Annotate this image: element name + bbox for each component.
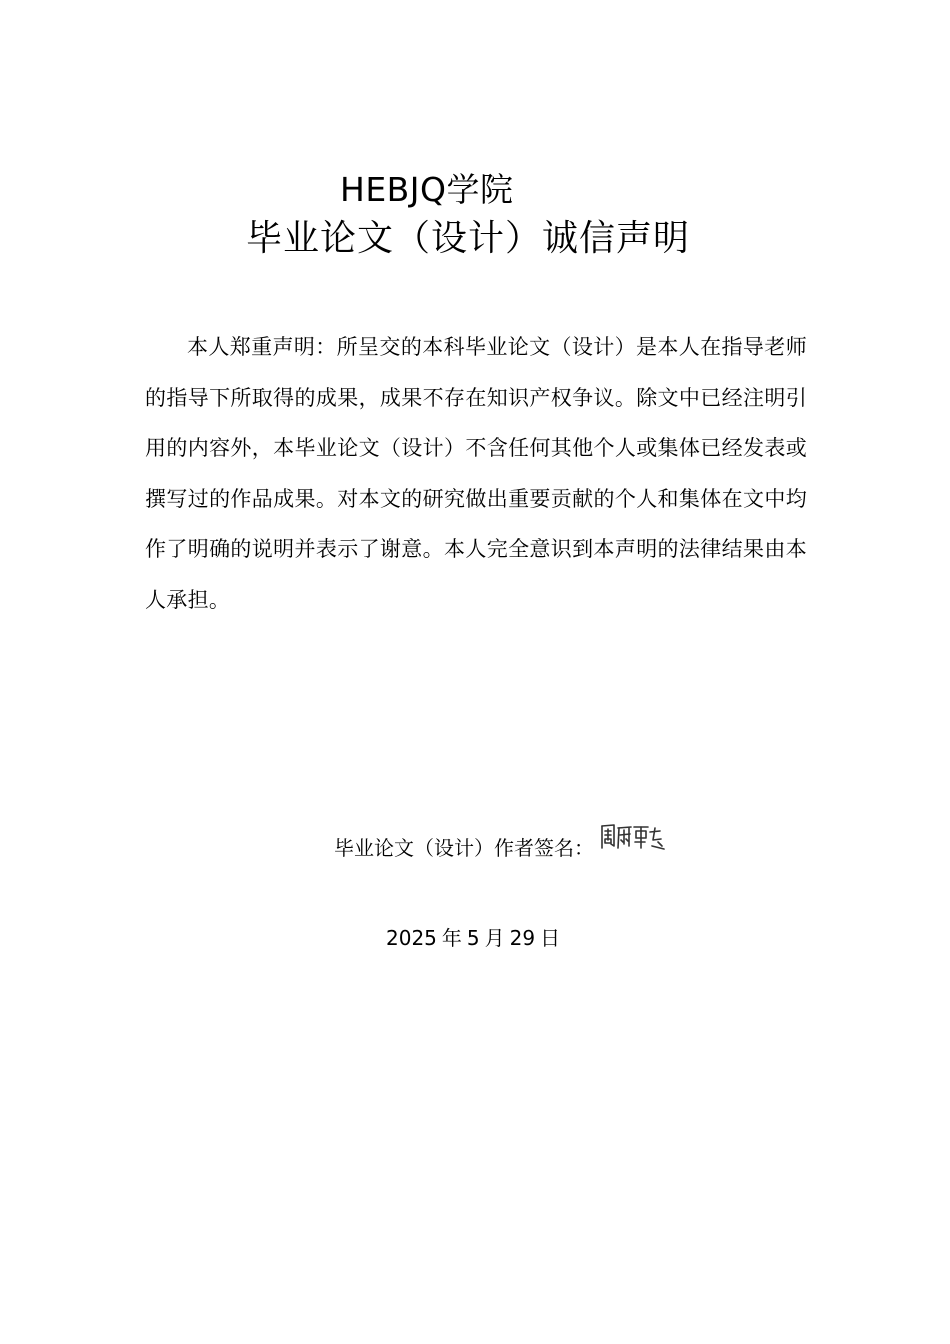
declaration-title: 毕业论文（设计）诚信声明 (246, 218, 691, 259)
handwritten-signature (598, 818, 668, 862)
declaration-date (386, 924, 565, 952)
date-year: 2025 (386, 926, 437, 950)
signature-row (334, 826, 668, 870)
date-month-unit: 月 (484, 926, 505, 950)
signature-label: 毕业论文（设计）作者签名： (334, 836, 594, 860)
date-year-unit: 年 (441, 926, 462, 950)
institution-title: HEBJQ学院 (340, 170, 514, 209)
date-day-unit: 日 (540, 926, 561, 950)
date-month: 5 (466, 926, 480, 950)
declaration-body: 本人郑重声明：所呈交的本科毕业论文（设计）是本人在指导老师的指导下所取得的成果，成果不存在知识产权争议。除文中已经注明引用的内容外，本毕业论文（设计）不含任何其他个人或集体已经发表或撰写过的作品成果。对本文的研究做出重要贡献的个人和集体在文中均作了明确的说明并表示了谢意。本人完全意识到本声明的法律结果由本人承担。 (145, 335, 807, 612)
date-day: 29 (509, 926, 536, 950)
